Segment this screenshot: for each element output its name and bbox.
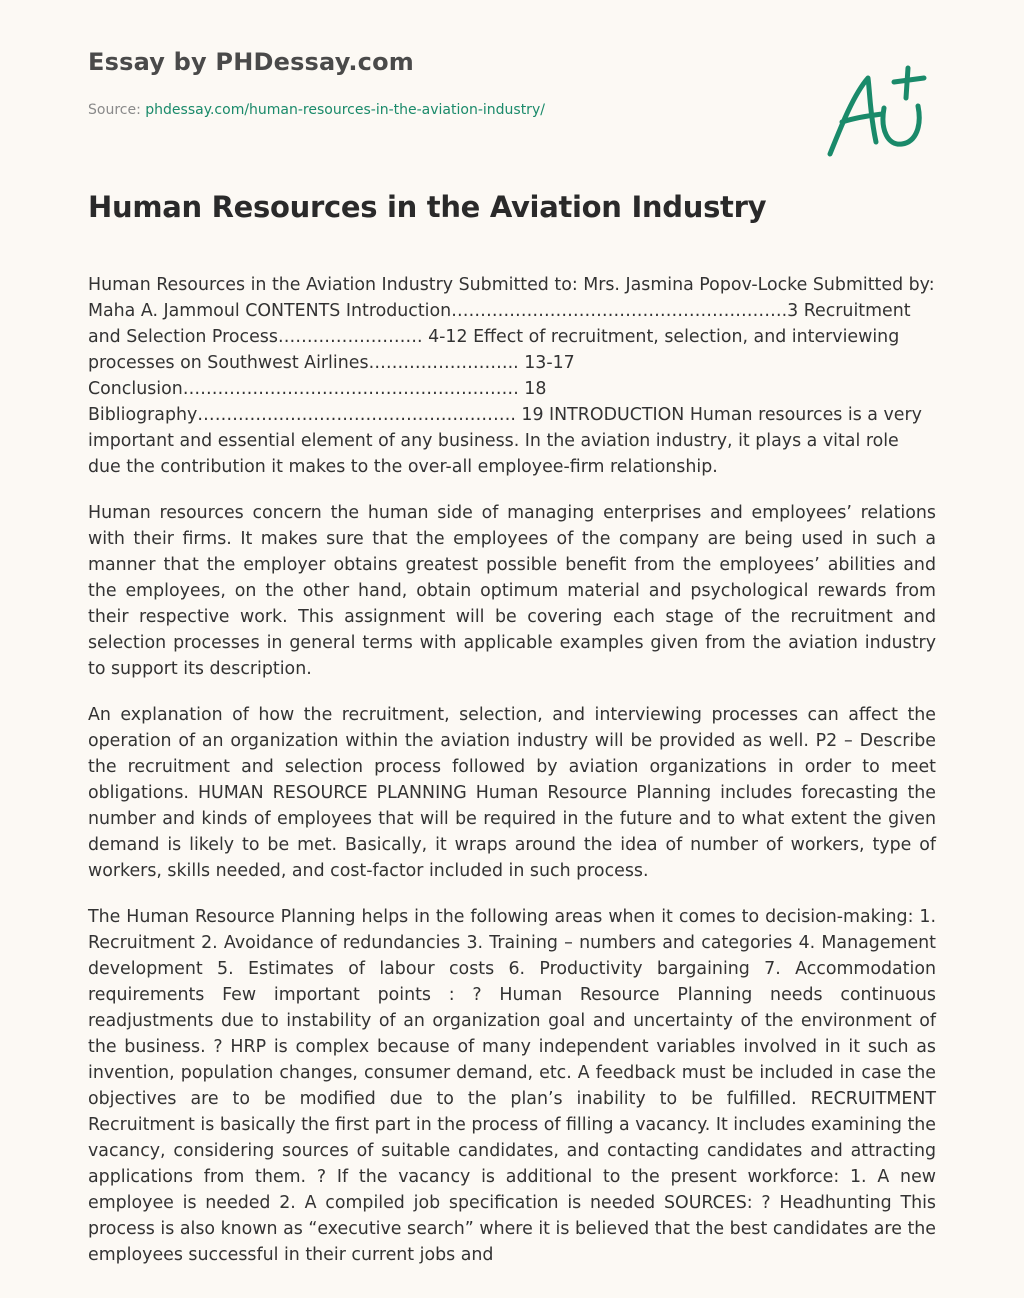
source-link[interactable]: phdessay.com/human-resources-in-the-aviation-industry/ (145, 102, 545, 118)
paragraph-4: The Human Resource Planning helps in the following areas when it comes to decision-making: 1. Recruitment 2. Avoidance of redundancies 3. Training – numbers and categories 4. Management development 5. Estimates of labour costs 6. Productivity bargaining 7. Accommodation requirements Few important points : ? Human Resource Planning needs continuous readjustments due to instability of an organization goal and uncertainty of the environment of the business. ? HRP is complex because of many independent variables involved in it such as invention, population changes, consumer demand, etc. A feedback must be included in case the objectives are to be modified due to the plan’s inability to be fulfilled. RECRUITMENT Recruitment is basically the first part in the process of filling a vacancy. It includes examining the vacancy, considering sources of suitable candidates, and contacting candidates and attracting applications from them. ? If the vacancy is additional to the present workforce: 1. A new employee is needed 2. A compiled job specification is needed SOURCES: ? Headhunting This process is also known as “executive search” where it is believed that the best candidates are the employees successful in their current jobs and (88, 907, 936, 1265)
paragraph-3: An explanation of how the recruitment, selection, and interviewing processes can affect the operation of an organization within the aviation industry will be provided as well. P2 – Describe the recruitment and selection process followed by aviation organizations in order to meet obligations. HUMAN RESOURCE PLANNING Human Resource Planning includes forecasting the number and kinds of employees that will be required in the future and to what extent the given demand is likely to be met. Basically, it wraps around the idea of number of workers, type of workers, skills needed, and cost-factor included in such process. (88, 705, 936, 881)
source-line (88, 102, 545, 118)
site-title: Essay by PHDessay.com (88, 48, 414, 76)
site-header (88, 48, 545, 118)
paragraph-2: Human resources concern the human side of managing enterprises and employees’ relations with their firms. It makes sure that the employees of the company are being used in such a manner that the employer obtains greatest possible benefit from the employees’ abilities and the employees, on the other hand, obtain optimum material and psychological rewards from their respective work. This assignment will be covering each stage of the recruitment and selection processes in general terms with applicable examples given from the aviation industry to support its description. (88, 503, 936, 679)
document-body (88, 272, 936, 1288)
a-plus-grade-icon (824, 64, 928, 160)
source-label: Source: (88, 102, 146, 118)
paragraph-1: Human Resources in the Aviation Industry Submitted to: Mrs. Jasmina Popov-Locke Submitted by: Maha A. Jammoul CONTENTS Introduction………………………………………………….3 Recruitment and Selection Process……………………. 4-12 Effect of recruitment, selection, and interviewing processes on Southwest Airlines…………………….. 13-17 Conclusion…………………………………………………. 18 Bibliography………………………………………………. 19 INTRODUCTION Human resources is a very important and essential element of any business. In the aviation industry, it plays a vital role due the contribution it makes to the over-all employee-firm relationship. (88, 275, 935, 477)
document-title: Human Resources in the Aviation Industry (88, 190, 767, 224)
